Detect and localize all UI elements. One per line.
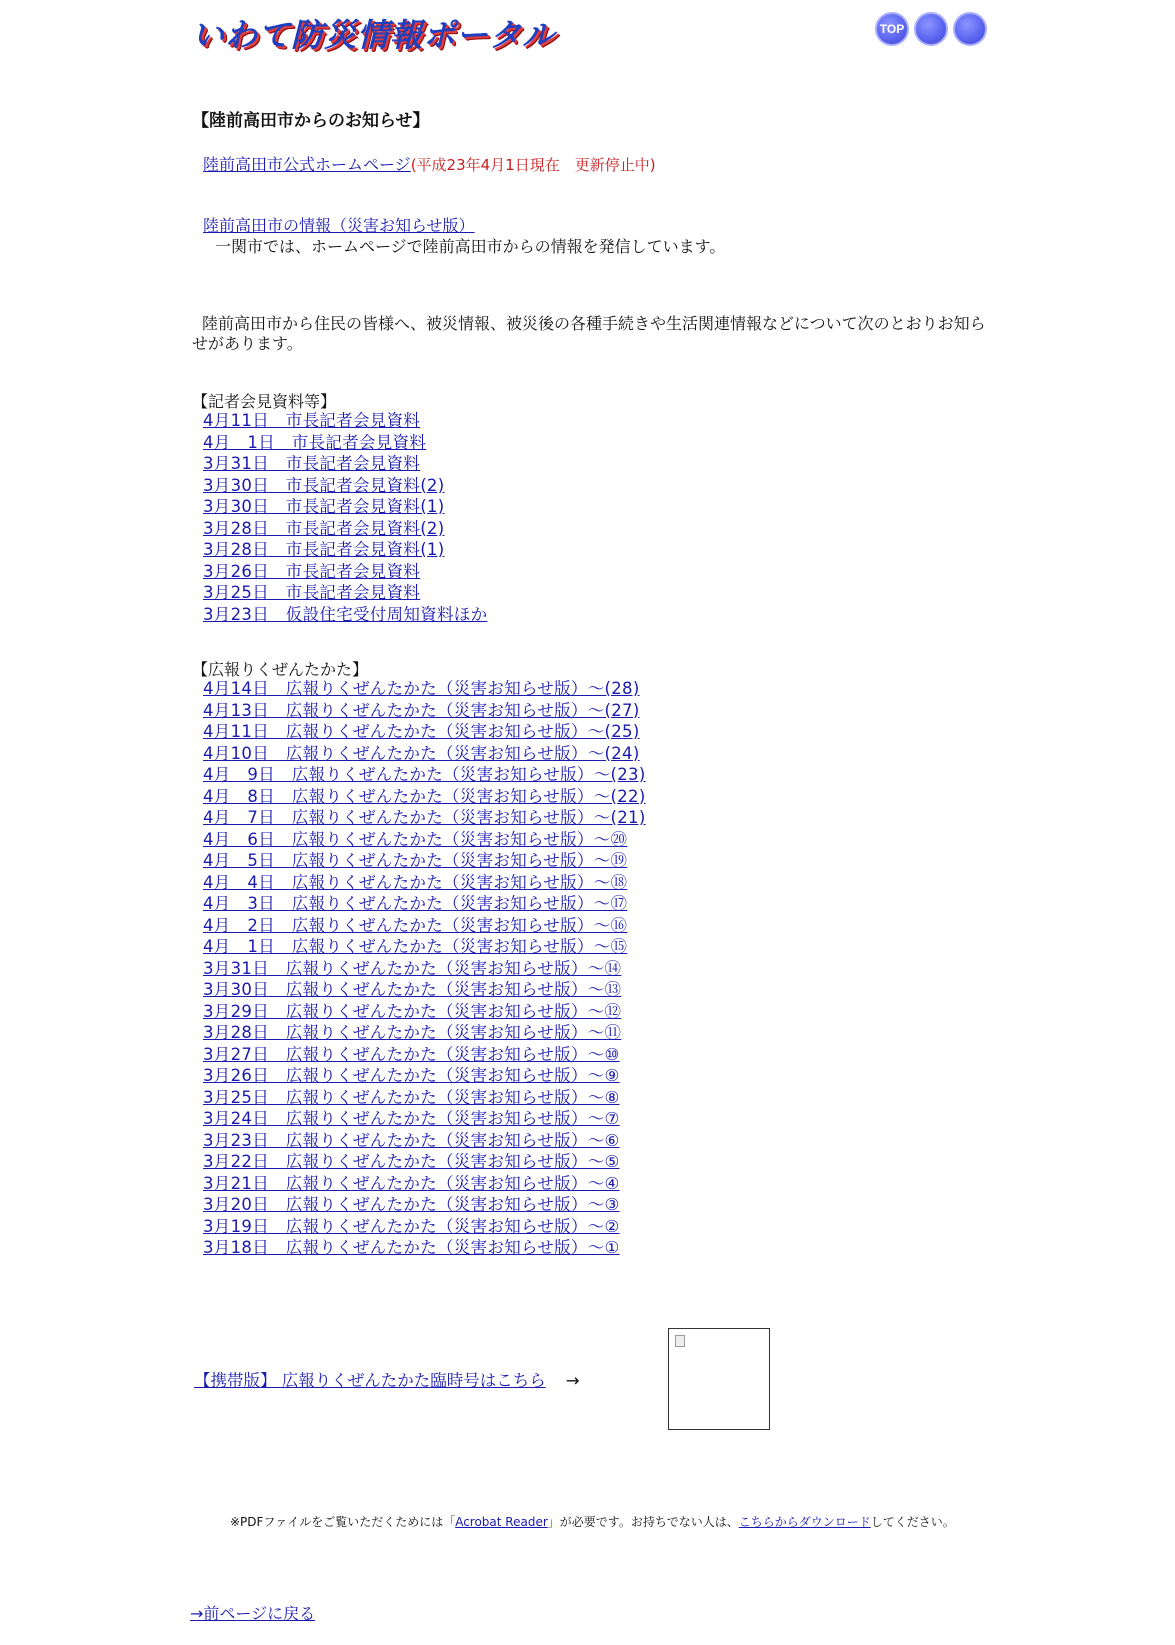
list-item <box>203 1108 646 1130</box>
press-section-title: 【記者会見資料等】 <box>192 392 337 411</box>
broken-image-icon <box>675 1335 685 1347</box>
press-release-link[interactable]: 3月28日 市長記者会見資料(2) <box>203 518 445 538</box>
list-item <box>203 850 646 872</box>
list-item <box>203 743 646 765</box>
koho-issue-link[interactable]: 4月 2日 広報りくぜんたかた（災害お知らせ版）～⑯ <box>203 915 628 935</box>
list-item <box>203 936 646 958</box>
list-item <box>203 582 487 604</box>
press-release-link[interactable]: 3月28日 市長記者会見資料(1) <box>203 540 445 559</box>
top-nav <box>875 12 987 46</box>
back-link[interactable]: →前ページに戻る <box>190 1604 316 1623</box>
acrobat-reader-link[interactable]: Acrobat Reader <box>455 1515 548 1529</box>
nav-button-3[interactable] <box>953 12 987 46</box>
koho-issue-link[interactable]: 3月23日 広報りくぜんたかた（災害お知らせ版）～⑥ <box>203 1130 620 1150</box>
koho-issue-link[interactable]: 3月27日 広報りくぜんたかた（災害お知らせ版）～⑩ <box>203 1044 620 1064</box>
list-item <box>203 1237 646 1259</box>
list-item <box>203 958 646 980</box>
koho-issue-link[interactable]: 3月18日 広報りくぜんたかた（災害お知らせ版）～① <box>203 1238 620 1257</box>
qr-code-image <box>668 1328 770 1430</box>
koho-issue-link[interactable]: 3月28日 広報りくぜんたかた（災害お知らせ版）～⑪ <box>203 1023 622 1042</box>
site-title[interactable]: いわて防災情報ポータル <box>192 16 556 54</box>
list-item <box>203 1216 646 1238</box>
list-item <box>203 410 487 432</box>
koho-issue-link[interactable]: 4月 3日 広報りくぜんたかた（災害お知らせ版）～⑰ <box>203 894 628 913</box>
list-item <box>203 807 646 829</box>
list-item <box>203 604 487 626</box>
pdf-note-suffix: してください。 <box>870 1515 955 1529</box>
koho-issue-link[interactable]: 3月24日 広報りくぜんたかた（災害お知らせ版）～⑦ <box>203 1109 620 1128</box>
koho-issue-link[interactable]: 4月 8日 広報りくぜんたかた（災害お知らせ版）～(22) <box>203 786 646 806</box>
list-item <box>203 1130 646 1152</box>
list-item <box>203 1044 646 1066</box>
koho-issue-link[interactable]: 3月26日 広報りくぜんたかた（災害お知らせ版）～⑨ <box>203 1066 620 1085</box>
pdf-note-prefix: ※PDFファイルをご覧いただくためには「 <box>230 1515 456 1529</box>
press-link-list <box>203 410 487 625</box>
press-release-link[interactable]: 4月11日 市長記者会見資料 <box>203 411 421 430</box>
press-release-link[interactable]: 3月31日 市長記者会見資料 <box>203 454 421 473</box>
list-item <box>203 1065 646 1087</box>
koho-issue-link[interactable]: 4月 4日 広報りくぜんたかた（災害お知らせ版）～⑱ <box>203 872 628 892</box>
koho-issue-link[interactable]: 3月19日 広報りくぜんたかた（災害お知らせ版）～② <box>203 1216 620 1236</box>
koho-link-list <box>203 678 646 1259</box>
mobile-version-link[interactable]: 【携帯版】 広報りくぜんたかた臨時号はこちら <box>194 1371 546 1390</box>
arrow-right-icon: → <box>565 1371 580 1390</box>
koho-issue-link[interactable]: 3月22日 広報りくぜんたかた（災害お知らせ版）～⑤ <box>203 1152 620 1171</box>
list-item <box>203 915 646 937</box>
list-item <box>203 1022 646 1044</box>
koho-issue-link[interactable]: 3月20日 広報りくぜんたかた（災害お知らせ版）～③ <box>203 1195 620 1214</box>
nav-button-2[interactable] <box>914 12 948 46</box>
list-item <box>203 893 646 915</box>
koho-issue-link[interactable]: 4月 9日 広報りくぜんたかた（災害お知らせ版）～(23) <box>203 765 646 784</box>
list-item <box>203 1194 646 1216</box>
koho-issue-link[interactable]: 3月25日 広報りくぜんたかた（災害お知らせ版）～⑧ <box>203 1087 620 1107</box>
list-item <box>203 475 487 497</box>
list-item <box>203 979 646 1001</box>
koho-issue-link[interactable]: 4月 5日 広報りくぜんたかた（災害お知らせ版）～⑲ <box>203 851 628 870</box>
download-link[interactable]: こちらからダウンロード <box>738 1515 871 1529</box>
press-release-link[interactable]: 3月26日 市長記者会見資料 <box>203 561 421 581</box>
list-item <box>203 1001 646 1023</box>
list-item <box>203 561 487 583</box>
koho-issue-link[interactable]: 4月14日 広報りくぜんたかた（災害お知らせ版）～(28) <box>203 679 640 698</box>
list-item <box>203 1151 646 1173</box>
intro-text: 陸前高田市から住民の皆様へ、被災情報、被災後の各種手続きや生活関連情報などについて次のとおりお知らせがあります。 <box>192 314 986 353</box>
list-item <box>203 678 646 700</box>
list-item <box>203 496 487 518</box>
list-item <box>203 700 646 722</box>
list-item <box>203 829 646 851</box>
koho-issue-link[interactable]: 3月31日 広報りくぜんたかた（災害お知らせ版）～⑭ <box>203 958 622 978</box>
official-homepage-link[interactable]: 陸前高田市公式ホームページ <box>203 155 411 174</box>
koho-issue-link[interactable]: 3月29日 広報りくぜんたかた（災害お知らせ版）～⑫ <box>203 1001 622 1021</box>
koho-issue-link[interactable]: 4月 1日 広報りくぜんたかた（災害お知らせ版）～⑮ <box>203 937 628 956</box>
koho-issue-link[interactable]: 4月11日 広報りくぜんたかた（災害お知らせ版）～(25) <box>203 722 640 741</box>
list-item <box>203 786 646 808</box>
list-item <box>203 764 646 786</box>
mobile-row <box>194 1367 580 1391</box>
list-item <box>203 872 646 894</box>
pdf-note <box>230 1513 955 1530</box>
official-row <box>203 152 656 175</box>
city-info-link[interactable]: 陸前高田市の情報（災害お知らせ版） <box>203 216 475 235</box>
list-item <box>203 1173 646 1195</box>
list-item <box>203 721 646 743</box>
press-release-link[interactable]: 3月23日 仮設住宅受付周知資料ほか <box>203 604 488 624</box>
list-item <box>203 518 487 540</box>
press-release-link[interactable]: 3月30日 市長記者会見資料(2) <box>203 475 445 495</box>
list-item <box>203 453 487 475</box>
nav-top-button[interactable]: TOP <box>875 12 909 46</box>
press-release-link[interactable]: 3月30日 市長記者会見資料(1) <box>203 497 445 516</box>
koho-issue-link[interactable]: 3月30日 広報りくぜんたかた（災害お知らせ版）～⑬ <box>203 980 622 999</box>
list-item <box>203 432 487 454</box>
press-release-link[interactable]: 3月25日 市長記者会見資料 <box>203 583 421 602</box>
koho-issue-link[interactable]: 3月21日 広報りくぜんたかた（災害お知らせ版）～④ <box>203 1173 620 1193</box>
koho-issue-link[interactable]: 4月10日 広報りくぜんたかた（災害お知らせ版）～(24) <box>203 743 640 763</box>
city-info-description: 一関市では、ホームページで陸前高田市からの情報を発信しています。 <box>215 237 726 256</box>
official-note: (平成23年4月1日現在 更新停止中) <box>410 156 656 174</box>
koho-issue-link[interactable]: 4月 7日 広報りくぜんたかた（災害お知らせ版）～(21) <box>203 808 646 827</box>
pdf-note-middle: 」が必要です。お持ちでない人は、 <box>547 1515 739 1529</box>
list-item <box>203 539 487 561</box>
koho-issue-link[interactable]: 4月 6日 広報りくぜんたかた（災害お知らせ版）～⑳ <box>203 829 628 849</box>
koho-issue-link[interactable]: 4月13日 広報りくぜんたかた（災害お知らせ版）～(27) <box>203 700 640 720</box>
list-item <box>203 1087 646 1109</box>
page-heading: 【陸前高田市からのお知らせ】 <box>192 111 430 131</box>
koho-section-title: 【広報りくぜんたかた】 <box>192 660 369 679</box>
press-release-link[interactable]: 4月 1日 市長記者会見資料 <box>203 432 427 452</box>
